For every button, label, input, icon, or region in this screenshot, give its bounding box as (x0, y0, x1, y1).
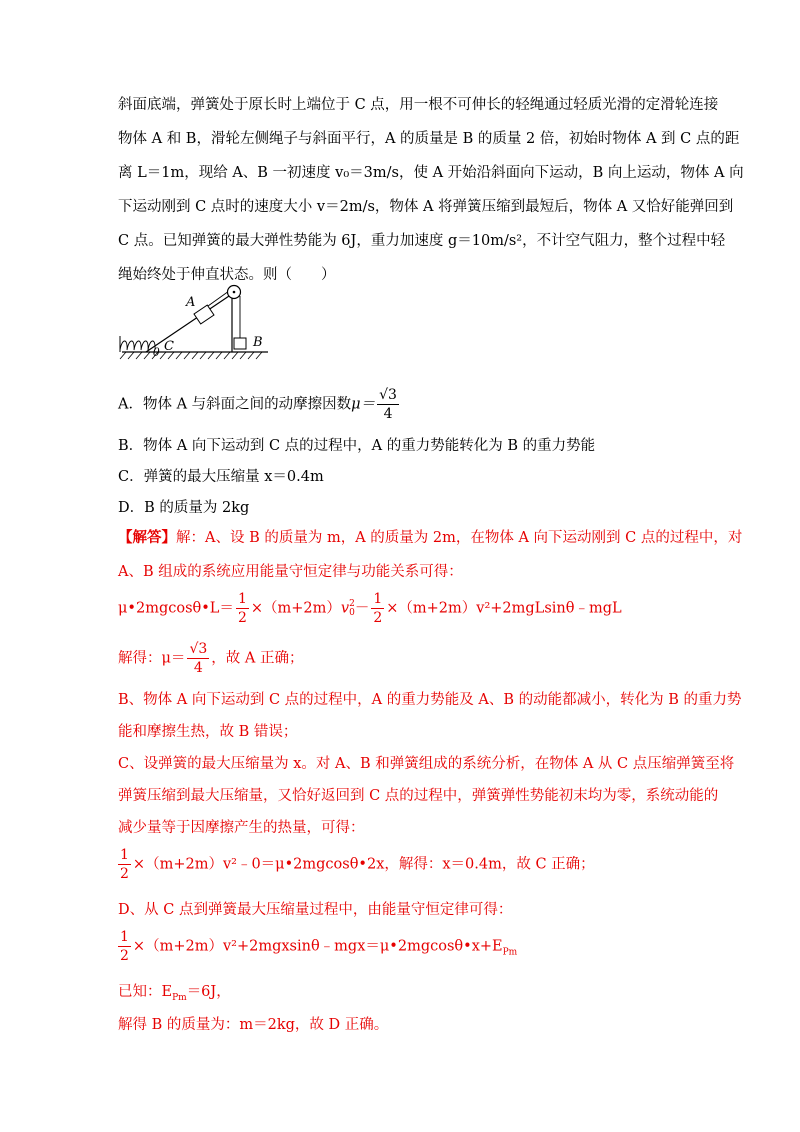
half-num: 1 (373, 591, 383, 607)
option-a-denominator: 4 (383, 406, 393, 422)
eq1-rhs: ×（m+2m）v²+2mgLsinθ﹣mgL (386, 600, 622, 617)
eq3-text: ×（m+2m）v²+2mgxsinθ﹣mgx＝μ•2mgcosθ•x+E (132, 938, 503, 955)
option-a-numerator: √3 (379, 387, 397, 403)
question-line: 物体 A 和 B，滑轮左侧绳子与斜面平行，A 的质量是 B 的质量 2 倍，初始时物体 A 到 C 点的距 (118, 131, 740, 147)
equation-energy (118, 590, 622, 627)
half-den: 2 (120, 948, 129, 964)
option-d: D．B 的质量为 2kg (118, 500, 250, 516)
question-stem (118, 88, 744, 292)
eq3-sub: Pm (502, 947, 518, 958)
answer-line: 弹簧压缩到最大压缩量，又恰好返回到 C 点的过程中，弹簧弹性势能初末均为零，系统动能的 (118, 788, 719, 804)
eq1-v0-sup: 2 (349, 598, 355, 609)
answer-line: B、物体 A 向下运动到 C 点的过程中，A 的重力势能及 A、B 的动能都减小，转化为 B 的重力势 (118, 692, 742, 708)
half-den: 2 (120, 866, 129, 882)
eq1-v0: v (340, 600, 350, 617)
answer-line: C、设弹簧的最大压缩量为 x。对 A、B 和弹簧组成的系统分析，在物体 A 从 C 点压缩弹簧至将 (118, 756, 735, 772)
known-value (118, 980, 231, 1001)
half-num: 1 (120, 847, 129, 863)
answer-text: 解：A、设 B 的质量为 m，A 的质量为 2m，在物体 A 向下运动刚到 C 点的过程中，对 (176, 530, 743, 546)
question-line: 下运动刚到 C 点时的速度大小 v＝2m/s，物体 A 将弹簧压缩到最短后，物体 A 又恰好能弹回到 (118, 199, 734, 215)
eq2-text: ×（m+2m）v²﹣0＝μ•2mgcosθ•2x，解得：x＝0.4m，故 C 正确； (132, 856, 595, 873)
label-c: C (164, 339, 174, 354)
answer-line: 能和摩擦生热，故 B 错误； (118, 724, 298, 740)
eq1-minus: － (354, 600, 370, 617)
half-num: 1 (120, 929, 129, 945)
option-a-mu: μ＝ (351, 396, 376, 413)
answer-line: D、从 C 点到弹簧最大压缩量过程中，由能量守恒定律可得： (118, 902, 513, 918)
half-den: 2 (373, 610, 383, 626)
option-a (118, 386, 401, 423)
eq1-v0-sub: 0 (349, 607, 355, 618)
option-b: B．物体 A 向下运动到 C 点的过程中，A 的重力势能转化为 B 的重力势能 (118, 438, 596, 454)
label-theta: θ (153, 346, 160, 359)
known-prefix: 已知：E (118, 984, 173, 1000)
question-line: 绳始终处于伸直状态。则（ ） (118, 267, 336, 283)
half-num: 1 (237, 591, 247, 607)
answer-tag: 【解答】 (118, 529, 176, 546)
label-b: B (253, 335, 263, 350)
sol-mu-prefix: 解得：μ＝ (118, 650, 186, 667)
eq1-mid: ×（m+2m） (250, 600, 341, 617)
known-sub: Pm (172, 992, 187, 1003)
equation-friction (118, 846, 595, 883)
question-line: C 点。已知弹簧的最大弹性势能为 6J，重力加速度 g＝10m/s²，不计空气阻力，整个过程中轻 (118, 233, 726, 249)
sol-mu-num: √3 (189, 641, 208, 657)
sol-mu-suffix: ，故 A 正确； (211, 650, 304, 667)
equation-spring (118, 928, 517, 965)
label-a: A (186, 295, 196, 310)
half-den: 2 (237, 610, 247, 626)
incline-pulley-figure (118, 280, 293, 365)
answer-line: 减少量等于因摩擦产生的热量，可得： (118, 820, 365, 836)
answer-line (118, 526, 742, 547)
solution-mu (118, 640, 303, 677)
question-line: 斜面底端，弹簧处于原长时上端位于 C 点，用一根不可伸长的轻绳通过轻质光滑的定滑轮连接 (118, 97, 719, 113)
answer-line: 解得 B 的质量为：m＝2kg，故 D 正确。 (118, 1017, 389, 1033)
answer-line: A、B 组成的系统应用能量守恒定律与功能关系可得： (118, 564, 463, 580)
eq1-lhs: μ•2mgcosθ•L＝ (118, 600, 234, 617)
known-val: ＝6J， (186, 984, 231, 1000)
sol-mu-den: 4 (193, 660, 203, 676)
option-c: C．弹簧的最大压缩量 x＝0.4m (118, 469, 324, 485)
question-line: 离 L＝1m，现给 A、B 一初速度 v₀＝3m/s，使 A 开始沿斜面向下运动，B 向上运动，物体 A 向 (118, 165, 744, 181)
option-a-text: A．物体 A 与斜面之间的动摩擦因数 (118, 396, 352, 413)
